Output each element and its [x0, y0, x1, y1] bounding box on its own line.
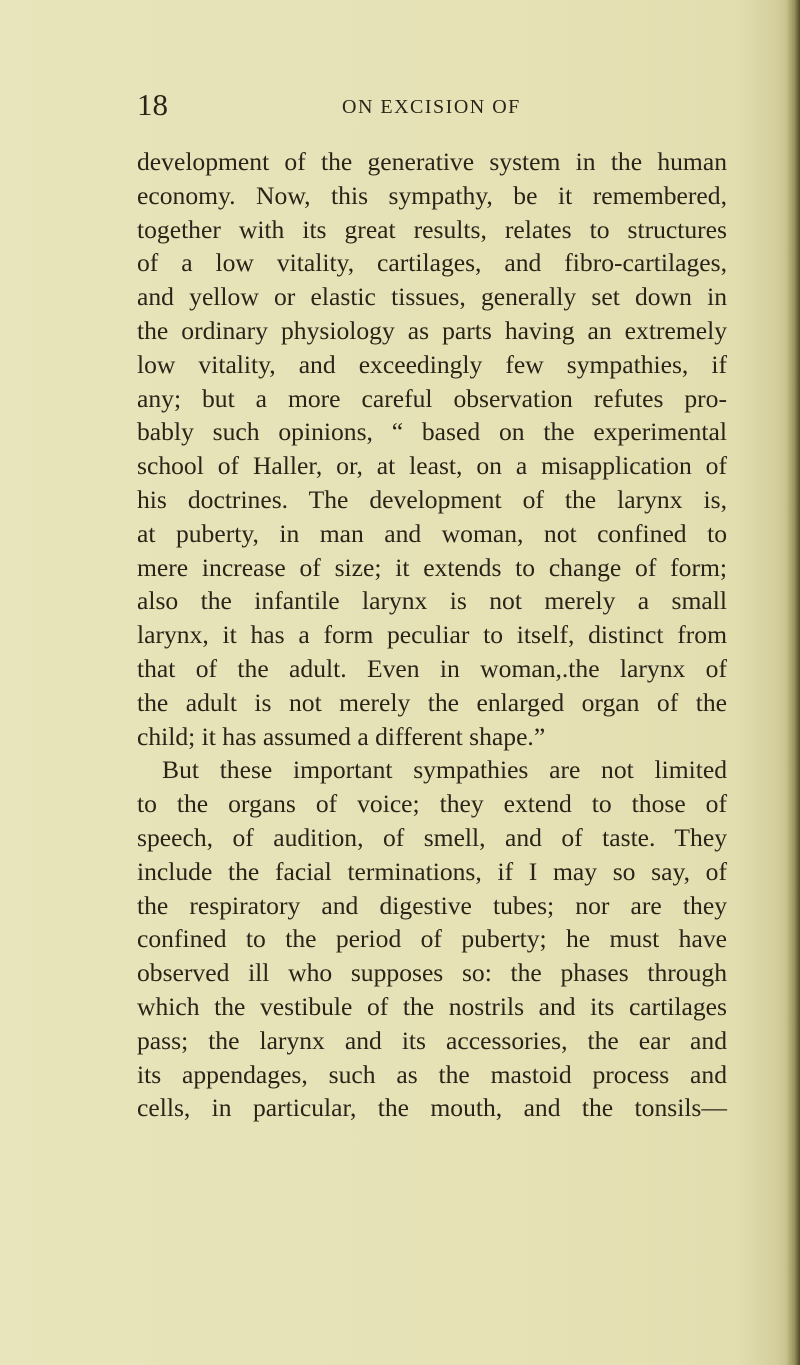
text-line: any; but a more careful observation refutes pro- [137, 383, 727, 413]
text-line: confined to the period of puberty; he must have [137, 924, 727, 954]
text-line: together with its great results, relates to structures [137, 214, 727, 244]
text-line: economy. Now, this sympathy, be it remembered, [137, 180, 727, 210]
text-line: larynx, it has a form peculiar to itself, distinct from [137, 620, 727, 650]
text-line: that of the adult. Even in woman,.the larynx of [137, 653, 727, 683]
text-line: to the organs of voice; they extend to those of [137, 789, 727, 819]
text-line: the ordinary physiology as parts having an extremely [137, 315, 727, 345]
paragraph [137, 753, 727, 1125]
text-line: the respiratory and digestive tubes; nor are they [137, 890, 727, 920]
text-line: bably such opinions, “ based on the experimental [137, 417, 727, 447]
text-line: low vitality, and exceedingly few sympathies, if [137, 349, 727, 379]
text-line: development of the generative system in the human [137, 147, 727, 176]
text-line: the adult is not merely the enlarged organ of the [137, 687, 727, 717]
page-header [137, 88, 722, 128]
page-edge-shadow [786, 0, 800, 1365]
text-line: and yellow or elastic tissues, generally set down in [137, 282, 727, 312]
text-line: speech, of audition, of smell, and of taste. They [137, 822, 727, 852]
text-line: mere increase of size; it extends to change of form; [137, 552, 727, 582]
page-number: 18 [137, 87, 168, 122]
text-line: observed ill who supposes so: the phases through [137, 958, 727, 988]
text-line: of a low vitality, cartilages, and fibro-cartilages, [137, 248, 727, 278]
text-line: school of Haller, or, at least, on a misapplication of [137, 451, 727, 481]
text-line: But these important sympathies are not limited [162, 755, 727, 785]
text-line: his doctrines. The development of the larynx is, [137, 484, 727, 514]
text-line: pass; the larynx and its accessories, the ear and [137, 1025, 727, 1055]
body-text [137, 145, 727, 1125]
text-line: its appendages, such as the mastoid process and [137, 1059, 727, 1089]
text-line: at puberty, in man and woman, not confined to [137, 518, 727, 548]
text-line: cells, in particular, the mouth, and the tonsils— [137, 1093, 727, 1123]
paragraph [137, 145, 727, 753]
text-line: also the infantile larynx is not merely a small [137, 586, 727, 616]
text-line: child; it has assumed a different shape.” [137, 721, 546, 751]
text-line: which the vestibule of the nostrils and its cartilages [137, 991, 727, 1021]
running-head: ON EXCISION OF [342, 96, 521, 118]
text-line: include the facial terminations, if I may so say, of [137, 856, 727, 886]
